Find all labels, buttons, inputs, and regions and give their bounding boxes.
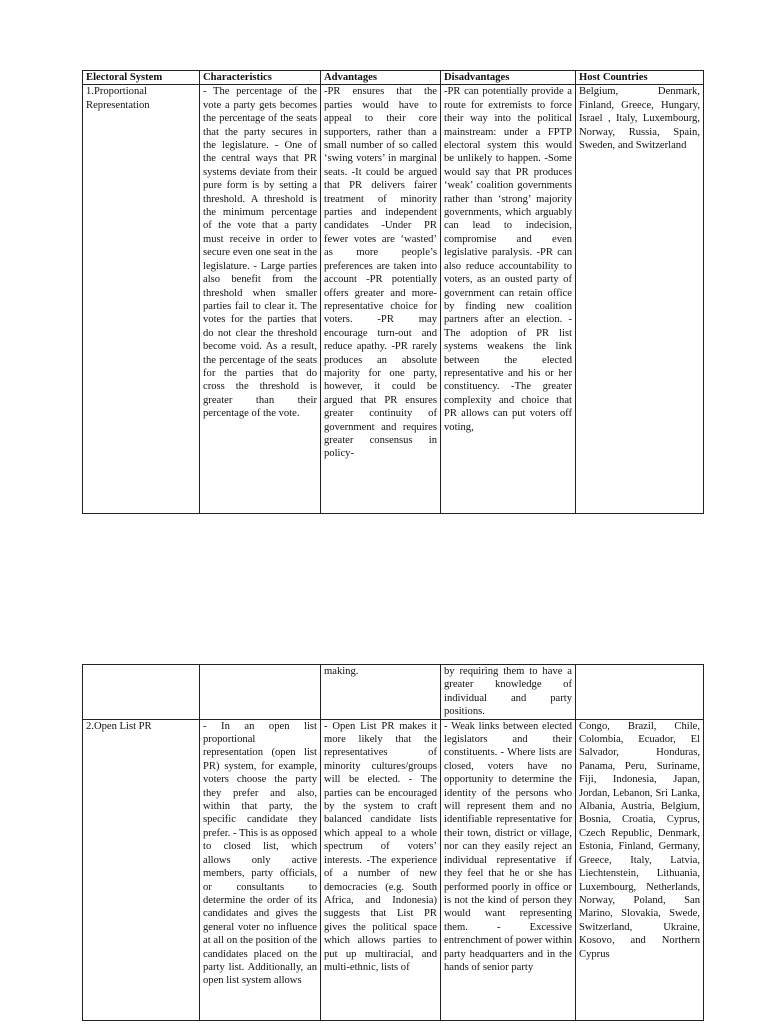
advantages-cell: -PR ensures that the parties would have to appeal to their core supporters, rather than a small number of so called ‘swing voters’ in marginal seats. -It could be argued that PR delivers fairer treatment of minority parties and independent candidates -Under PR fewer votes are ‘wasted’ as more people’s preferences are taken into account -PR potentially offers greater and more-representative choice for voters. -PR may encourage turn-out and reduce apathy. -PR rarely produces an absolute majority for one party, however, it could be argued that PR ensures greater continuity of government and requires greater consensus in policy- [321,85,441,514]
host-countries-cell: Belgium, Denmark, Finland, Greece, Hungary, Israel , Italy, Luxembourg, Norway, Russia, Spain, Sweden, and Switzerland [576,85,704,514]
advantages-cell: - Open List PR makes it more likely that the representatives of minority cultures/groups will be elected. - The parties can be encouraged by the system to craft balanced candidate lists which appeal to a whole spectrum of voters’ interests. -The experience of a number of new democracies (e.g. South Africa, and Indonesia) suggests that List PR gives the political space which allows parties to put up multiracial, and multi-ethnic, lists of [321,719,441,1020]
electoral-systems-table-page2 [82,664,704,1021]
system-name-cell: 1.Proportional Representation [83,85,200,514]
header-advantages: Advantages [321,71,441,85]
characteristics-cell: - In an open list proportional representation (open list PR) system, for example, voters choose the party they prefer and also, within that party, the specific candidate they prefer. - This is as opposed to closed list, which allows only active members, party officials, or consultants to determine the order of its candidates and gives the general voter no influence at all on the position of the candidates placed on the party list. Additionally, an open list system allows [200,719,321,1020]
table-row [83,719,704,1020]
disadvantages-cell: -PR can potentially provide a route for extremists to force their way into the political mainstream: under a FPTP electoral system this would be unlikely to happen. -Some would say that PR produces ‘weak’ coalition governments rather than ‘strong’ majority governments, which arguably can lead to indecision, compromise and even legislative paralysis. -PR can also reduce accountability to voters, as an ousted party of government can retain office by finding new coalition partners after an election. -The adoption of PR list systems weakens the link between the elected representative and his or her constituency. -The greater complexity and choice that PR allows can put voters off voting, [441,85,576,514]
empty-cell [83,665,200,720]
header-characteristics: Characteristics [200,71,321,85]
table-row [83,85,704,514]
header-disadvantages: Disadvantages [441,71,576,85]
disadvantages-cell: - Weak links between elected legislators and their constituents. - Where lists are closed, voters have no opportunity to determine the identity of the persons who will represent them and no identifiable representative for their town, district or village, nor can they easily reject an individual representative if they feel that he or she has performed poorly in office or is not the kind of person they would want representing them. - Excessive entrenchment of power within party headquarters and in the hands of senior party [441,719,576,1020]
empty-cell [200,665,321,720]
table-row-continuation [83,665,704,720]
table-header-row [83,71,704,85]
empty-cell [576,665,704,720]
disadvantages-continuation-cell: by requiring them to have a greater knowledge of individual and party positions. [441,665,576,720]
system-name-cell: 2.Open List PR [83,719,200,1020]
host-countries-cell: Congo, Brazil, Chile, Colombia, Ecuador, El Salvador, Honduras, Panama, Peru, Suriname, Fiji, Indonesia, Japan, Jordan, Lebanon, Sri Lanka, Albania, Austria, Belgium, Bosnia, Croatia, Cyprus, Czech Republic, Denmark, Estonia, Finland, Germany, Greece, Italy, Latvia, Liechtenstein, Lithuania, Luxembourg, Netherlands, Norway, Poland, San Marino, Slovakia, Swede, Switzerland, Ukraine, Kosovo, and Northern Cyprus [576,719,704,1020]
header-host-countries: Host Countries [576,71,704,85]
header-electoral-system: Electoral System [83,71,200,85]
electoral-systems-table-page1 [82,70,704,514]
advantages-continuation-cell: making. [321,665,441,720]
characteristics-cell: - The percentage of the vote a party gets becomes the percentage of the seats that the party secures in the legislature. - One of the central ways that PR systems deviate from their pure form is by setting a threshold. A threshold is the minimum percentage of the vote that a party must receive in order to secure even one seat in the legislature. - Large parties also benefit from the threshold when smaller parties fail to clear it. The votes for the parties that do not clear the threshold become void. As a result, the percentage of the seats for the parties that do cross the threshold is greater than their percentage of the vote. [200,85,321,514]
